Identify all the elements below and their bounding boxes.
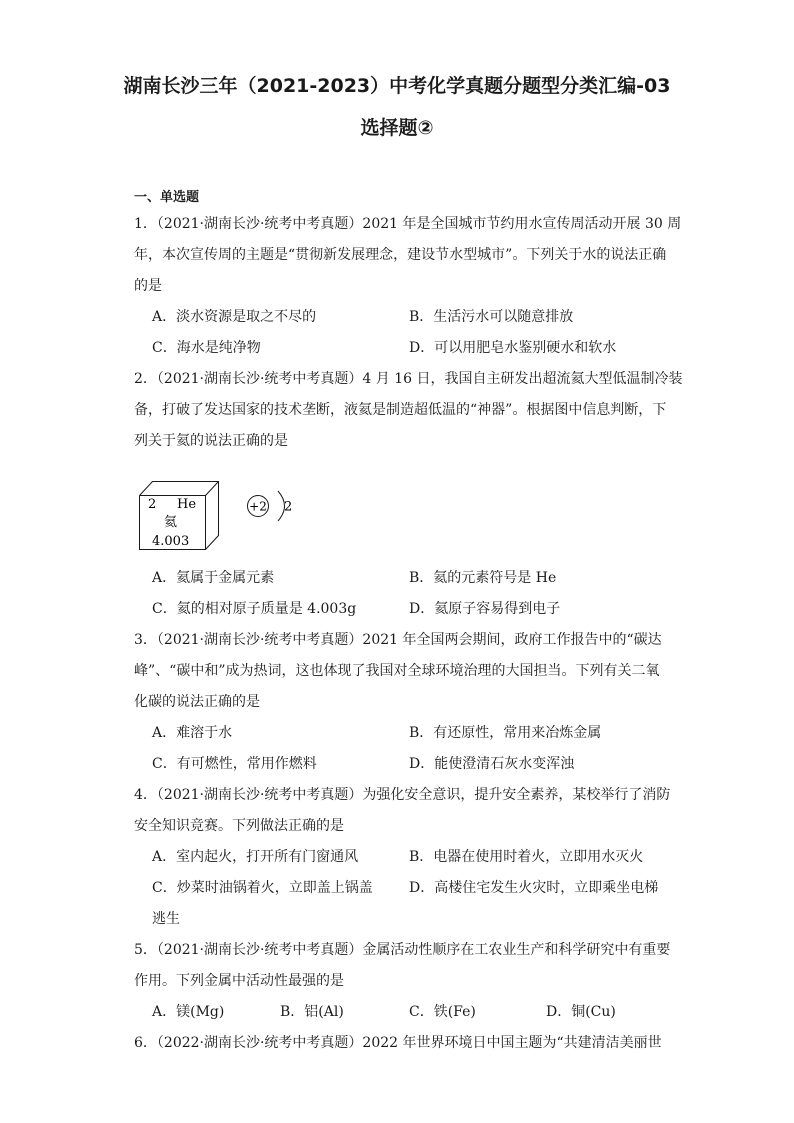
question-3-line-1: 3．（2021·湖南长沙·统考中考真题）2021 年全国两会期间，政府工作报告中的“碳达 — [134, 632, 662, 648]
question-3-option-b[interactable]: B．有还原性，常用来冶炼金属 — [409, 725, 602, 741]
question-3-line-2: 峰”、“碳中和”成为热词，这也体现了我国对全球环境治理的大国担当。下列有关二氧 — [134, 663, 660, 679]
question-3-option-c[interactable]: C．有可燃性，常用作燃料 — [152, 756, 317, 772]
question-3-option-d[interactable]: D．能使澄清石灰水变浑浊 — [409, 756, 575, 772]
document-title-line1: 湖南长沙三年（2021-2023）中考化学真题分题型分类汇编-03 — [123, 75, 671, 97]
question-5-option-a[interactable]: A．镁(Mg) — [152, 1004, 225, 1020]
question-4-line-1: 4．（2021·湖南长沙·统考中考真题）为强化安全意识，提升安全素养，某校举行了消防 — [134, 787, 671, 803]
question-2-option-c[interactable]: C．氦的相对原子质量是 4.003g — [152, 601, 357, 617]
question-4-option-c[interactable]: C．炒菜时油锅着火，立即盖上锅盖 — [152, 880, 373, 896]
question-4-option-b[interactable]: B．电器在使用时着火，立即用水灭火 — [409, 849, 644, 865]
question-5-option-d[interactable]: D．铜(Cu) — [546, 1004, 616, 1020]
question-4-option-d[interactable]: D．高楼住宅发生火灾时，立即乘坐电梯 — [409, 880, 659, 896]
question-4-option-a[interactable]: A．室内起火，打开所有门窗通风 — [152, 849, 359, 865]
question-1-line-1: 1．（2021·湖南长沙·统考中考真题）2021 年是全国城市节约用水宣传周活动开展 30 周 — [134, 216, 682, 232]
question-2-line-3: 列关于氦的说法正确的是 — [134, 433, 288, 449]
question-3-line-3: 化碳的说法正确的是 — [134, 694, 260, 710]
document-title-line2: 选择题② — [360, 117, 434, 139]
question-4-option-d-continued: 逃生 — [152, 911, 180, 927]
element-mass: 4.003 — [152, 534, 190, 549]
element-symbol: He — [177, 497, 197, 512]
question-1-option-b[interactable]: B．生活污水可以随意排放 — [409, 309, 574, 325]
question-1-line-2: 年，本次宣传周的主题是“贯彻新发展理念，建设节水型城市”。下列关于水的说法正确 — [134, 247, 667, 263]
element-name: 氦 — [164, 515, 178, 530]
question-5-option-c[interactable]: C．铁(Fe) — [409, 1004, 476, 1020]
nucleus-charge: +2 — [249, 499, 267, 514]
question-2-line-2: 备，打破了发达国家的技术垄断，液氦是制造超低温的“神器”。根据图中信息判断，下 — [134, 402, 667, 418]
question-2-line-1: 2．（2021·湖南长沙·统考中考真题）4 月 16 日，我国自主研发出超流氦大型低温制冷装 — [134, 371, 683, 387]
question-5-line-1: 5．（2021·湖南长沙·统考中考真题）金属活动性顺序在工农业生产和科学研究中有重要 — [134, 942, 671, 958]
electron-count: 2 — [284, 499, 293, 515]
question-5-option-b[interactable]: B．铝(Al) — [280, 1004, 344, 1020]
question-1-line-3: 的是 — [134, 278, 162, 294]
question-5-line-2: 作用。下列金属中活动性最强的是 — [134, 973, 344, 989]
question-1-option-c[interactable]: C．海水是纯净物 — [152, 340, 261, 356]
element-card-figure — [139, 481, 219, 550]
element-number: 2 — [148, 497, 157, 512]
question-6-line-1: 6．（2022·湖南长沙·统考中考真题）2022 年世界环境日中国主题为“共建清洁美丽世 — [134, 1035, 662, 1051]
question-2-option-d[interactable]: D．氦原子容易得到电子 — [409, 601, 561, 617]
question-4-line-2: 安全知识竞赛。下列做法正确的是 — [134, 818, 344, 834]
question-1-option-d[interactable]: D．可以用肥皂水鉴别硬水和软水 — [409, 340, 617, 356]
question-1-option-a[interactable]: A．淡水资源是取之不尽的 — [152, 309, 317, 325]
question-2-option-a[interactable]: A．氦属于金属元素 — [152, 570, 275, 586]
section-heading: 一、单选题 — [134, 190, 200, 205]
atom-structure-diagram — [244, 486, 294, 526]
question-2-option-b[interactable]: B．氦的元素符号是 He — [409, 570, 557, 586]
question-3-option-a[interactable]: A．难溶于水 — [152, 725, 233, 741]
